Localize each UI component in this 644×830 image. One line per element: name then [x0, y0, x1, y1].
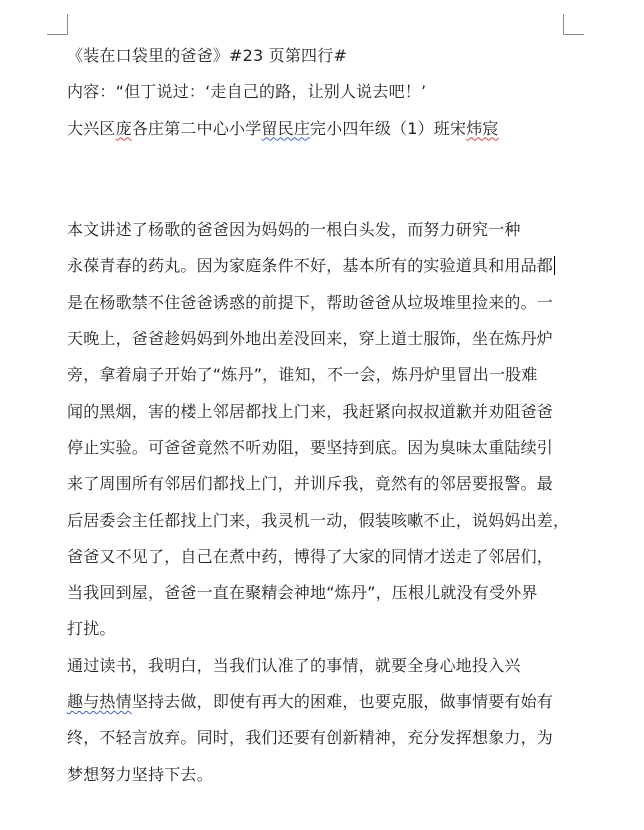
- paragraph-line: 当我回到屋，爸爸一直在聚精会神地“炼丹”，压根儿就没有受外界: [67, 583, 538, 603]
- paragraph-line: 爸爸又不见了，自己在煮中药，博得了大家的同情才送走了邻居们，: [67, 546, 554, 566]
- paragraph-line: 是在杨歌禁不住爸爸诱惑的前提下，帮助爸爸从垃圾堆里捡来的。一: [67, 292, 554, 312]
- paragraph-line: 闻的黑烟，害的楼上邻居都找上门来，我赶紧向叔叔道歉并劝阻爸爸: [67, 401, 554, 421]
- reflection-paragraph: [67, 650, 577, 795]
- document-body[interactable]: [67, 40, 577, 795]
- summary-paragraph: [67, 214, 577, 650]
- book-title-line: 《装在口袋里的爸爸》#23 页第四行#: [67, 46, 348, 65]
- paragraph-line-text: 永葆青春的药丸。因为家庭条件不好，基本所有的实验道具和用品都: [67, 256, 554, 276]
- quote-line: 内容：“但丁说过：‘走自己的路，让别人说去吧！’: [67, 82, 427, 102]
- text-cursor: [554, 256, 555, 275]
- paragraph-line: 梦想努力坚持下去。: [67, 764, 213, 784]
- paragraph-line: 通过读书，我明白，当我们认准了的事情，就要全身心地投入兴: [67, 655, 521, 675]
- paragraph-line: 打扰。: [67, 619, 116, 639]
- paragraph-line: 后居委会主任都找上门来，我灵机一动，假装咳嗽不止，说妈妈出差，: [67, 510, 570, 530]
- author-grammar-word: 留民庄: [261, 118, 311, 138]
- paragraph-line: 旁，拿着扇子开始了“炼丹”，谁知，不一会，炼丹炉里冒出一股难: [67, 365, 538, 385]
- paragraph-line: 终，不轻言放弃。同时，我们还要有创新精神，充分发挥想象力，为: [67, 728, 554, 748]
- author-name-spellcheck: 炜宸: [466, 118, 499, 138]
- margin-corner-mark-top-right: [563, 14, 584, 35]
- author-spellcheck-word: 庞: [115, 118, 132, 138]
- author-school: 各庄第二中心小学: [131, 118, 262, 138]
- margin-corner-mark-top-left: [47, 14, 68, 35]
- author-class: 完小四年级（1）班宋: [310, 118, 467, 138]
- paragraph-line: 天晚上，爸爸趁妈妈到外地出差没回来，穿上道士服饰，坐在炼丹炉: [67, 329, 554, 349]
- paragraph-line: [67, 686, 577, 722]
- empty-paragraph: [67, 149, 577, 185]
- paragraph-line-text: 坚持去做，即使有再大的困难，也要克服，做事情要有始有: [131, 692, 554, 712]
- grammar-check-phrase: 趣与热情: [67, 692, 132, 712]
- author-line: [67, 113, 577, 149]
- paragraph-line: [67, 250, 577, 286]
- author-district: 大兴区: [67, 118, 116, 138]
- empty-paragraph: [67, 185, 577, 214]
- paragraph-line: 停止实验。可爸爸竟然不听劝阻，要坚持到底。因为臭味太重陆续引: [67, 437, 554, 457]
- paragraph-line: 来了周围所有邻居们都找上门，并训斥我，竟然有的邻居要报警。最: [67, 474, 554, 494]
- paragraph-line: 本文讲述了杨歌的爸爸因为妈妈的一根白头发，而努力研究一种: [67, 220, 521, 240]
